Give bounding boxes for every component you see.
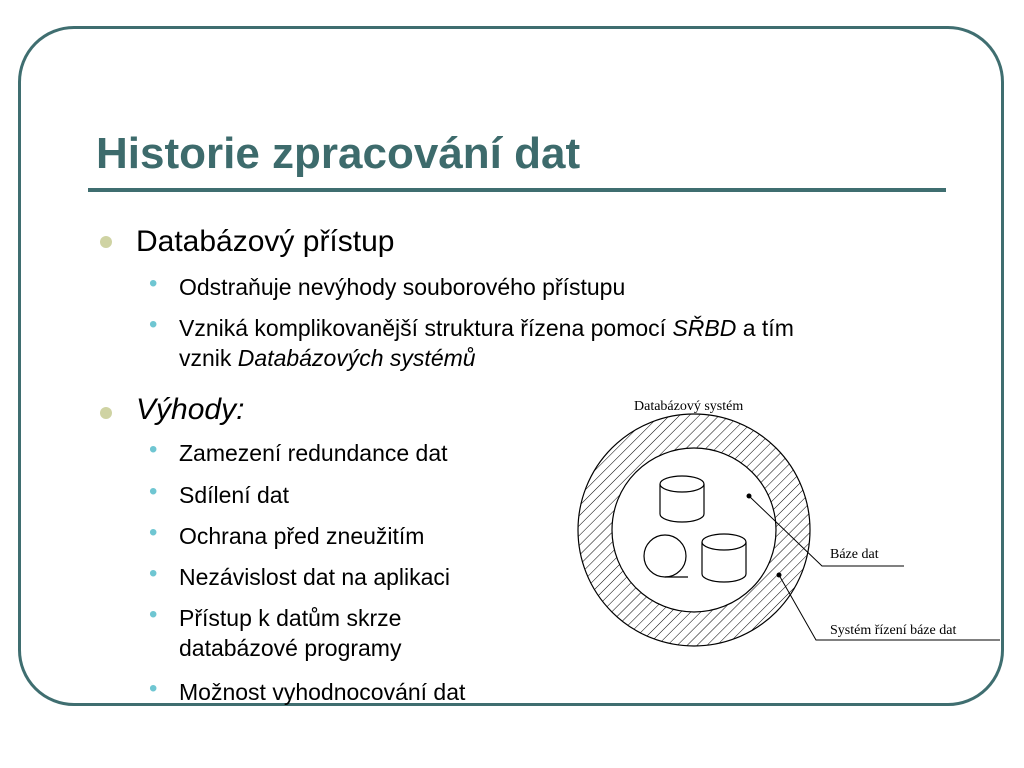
subitem <box>149 436 448 468</box>
subitem-text: Zamezení redundance dat <box>179 440 448 466</box>
subitem <box>149 270 626 302</box>
bullet-label: Databázový přístup <box>136 225 395 258</box>
subitem-text: Možnost vyhodnocování dat <box>179 679 466 705</box>
subitem-text-line1: Přístup k datům skrze <box>179 605 402 631</box>
bullet-dot-icon: • <box>149 478 158 505</box>
slide-title: Historie zpracování dat <box>96 129 581 178</box>
bullet-dot-icon: • <box>149 270 158 297</box>
subitem-text-part: a tím <box>736 315 794 341</box>
bullet-circle-icon <box>100 236 112 248</box>
bullet-dot-icon: • <box>149 675 158 702</box>
title-underline <box>88 188 946 192</box>
bullet-dot-icon: • <box>149 560 158 587</box>
subitem-text-line2: databázové programy <box>179 635 402 661</box>
bullet-dot-icon: • <box>149 311 158 338</box>
database-cylinder-icon <box>702 534 746 582</box>
subitem-em-systems: Databázových systémů <box>237 345 476 371</box>
subitem-text: Nezávislost dat na aplikaci <box>179 564 451 590</box>
bullet-vyhody <box>136 392 244 428</box>
bullet-dot-icon: • <box>149 519 158 546</box>
label-baze-dat: Báze dat <box>830 547 879 562</box>
bullet-dot-icon: • <box>149 436 158 463</box>
subitem-text: Sdílení dat <box>179 482 289 508</box>
bullet-dot-icon: • <box>149 601 158 628</box>
bullet-circle-icon <box>100 407 112 419</box>
subitem <box>149 675 466 707</box>
inner-circle <box>612 448 776 612</box>
database-system-diagram <box>568 388 1008 658</box>
subitem <box>149 560 451 592</box>
database-cylinder-icon <box>660 476 704 522</box>
subitem <box>149 601 402 663</box>
subitem-em-srbd: SŘBD <box>672 315 737 341</box>
bullet-databazovy-pristup <box>136 224 394 260</box>
subitem <box>149 519 425 551</box>
diagram-title: Databázový systém <box>634 399 744 414</box>
bullet-label: Výhody: <box>136 393 245 426</box>
label-system-rizeni: Systém řízení báze dat <box>830 623 957 638</box>
subitem <box>149 478 289 510</box>
subitem-text: Odstraňuje nevýhody souborového přístupu <box>179 274 626 300</box>
subitem-text-part: vznik <box>179 345 238 371</box>
subitem <box>149 311 794 373</box>
subitem-text: Ochrana před zneužitím <box>179 523 425 549</box>
subitem-text-part: Vzniká komplikovanější struktura řízena pomocí <box>179 315 673 341</box>
